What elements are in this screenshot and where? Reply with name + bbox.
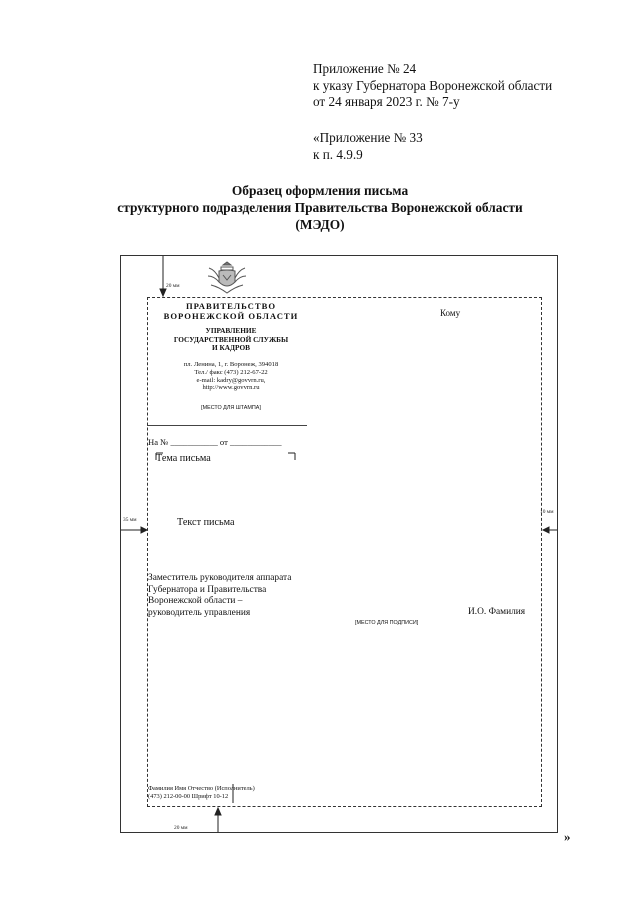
addr-line-2: Тел./ факс (473) 212-67-22 xyxy=(194,368,268,376)
header-line-2: к указу Губернатора Воронежской области xyxy=(313,77,553,93)
title-line-2: структурного подразделения Правительства Воронежской области xyxy=(117,200,523,215)
signature-placeholder: [МЕСТО ДЛЯ ПОДПИСИ] xyxy=(355,620,419,626)
org-line-1: ПРАВИТЕЛЬСТВО xyxy=(185,301,277,311)
org-line-2: ВОРОНЕЖСКОЙ ОБЛАСТИ xyxy=(163,311,299,321)
dimension-right-label: 10 мм xyxy=(540,509,554,515)
stamp-placeholder: [МЕСТО ДЛЯ ШТАМПА] xyxy=(201,405,261,411)
title-line-1: Образец оформления письма xyxy=(231,183,409,198)
executor-info xyxy=(148,785,255,801)
signer-line-4: руководитель управления xyxy=(148,607,251,618)
letter-topic: Тема письма xyxy=(156,453,211,464)
recipient-label: Кому xyxy=(440,308,461,318)
header-line-1: Приложение № 24 xyxy=(313,61,417,76)
organization-name xyxy=(147,301,315,321)
signer-position xyxy=(148,573,291,619)
dept-line-3: И КАДРОВ xyxy=(211,343,251,353)
organization-address xyxy=(147,361,315,392)
signer-line-1: Заместитель руководителя аппарата xyxy=(148,573,292,583)
appendix-line-1: «Приложение № 33 xyxy=(313,130,423,145)
dimension-bottom-label: 20 мм xyxy=(174,825,188,831)
addr-line-3: e-mail: kadry@govvrn.ru, xyxy=(196,376,266,384)
letter-body: Текст письма xyxy=(177,517,235,528)
signer-name: И.О. Фамилия xyxy=(468,607,526,617)
header-separator-line xyxy=(147,425,307,426)
signer-line-3: Воронежской области – xyxy=(148,596,243,606)
department-name xyxy=(147,327,315,353)
dept-line-2: ГОСУДАРСТВЕННОЙ СЛУЖБЫ xyxy=(173,334,289,344)
coat-of-arms-icon xyxy=(205,258,249,296)
dimension-left-label: 35 мм xyxy=(123,517,137,523)
addr-line-1: пл. Ленина, 1, г. Воронеж, 394018 xyxy=(183,361,279,368)
header-line-3: от 24 января 2023 г. № 7-у xyxy=(313,94,460,109)
dept-line-1: УПРАВЛЕНИЕ xyxy=(205,326,257,335)
dimension-top-label: 20 мм xyxy=(166,283,180,289)
title-line-3: (МЭДО) xyxy=(295,217,345,232)
addr-line-4: http://www.govvrn.ru xyxy=(202,384,260,392)
reference-line: На № ___________ от ____________ xyxy=(148,437,282,447)
closing-quote: » xyxy=(564,829,571,844)
appendix-line-2: к п. 4.9.9 xyxy=(313,146,363,162)
executor-line-2: (473) 212-00-00 Шрифт 10-12 xyxy=(148,793,229,801)
signer-line-2: Губернатора и Правительства xyxy=(148,584,267,595)
executor-line-1: Фамилия Имя Отчество (Исполнитель) xyxy=(148,785,255,792)
